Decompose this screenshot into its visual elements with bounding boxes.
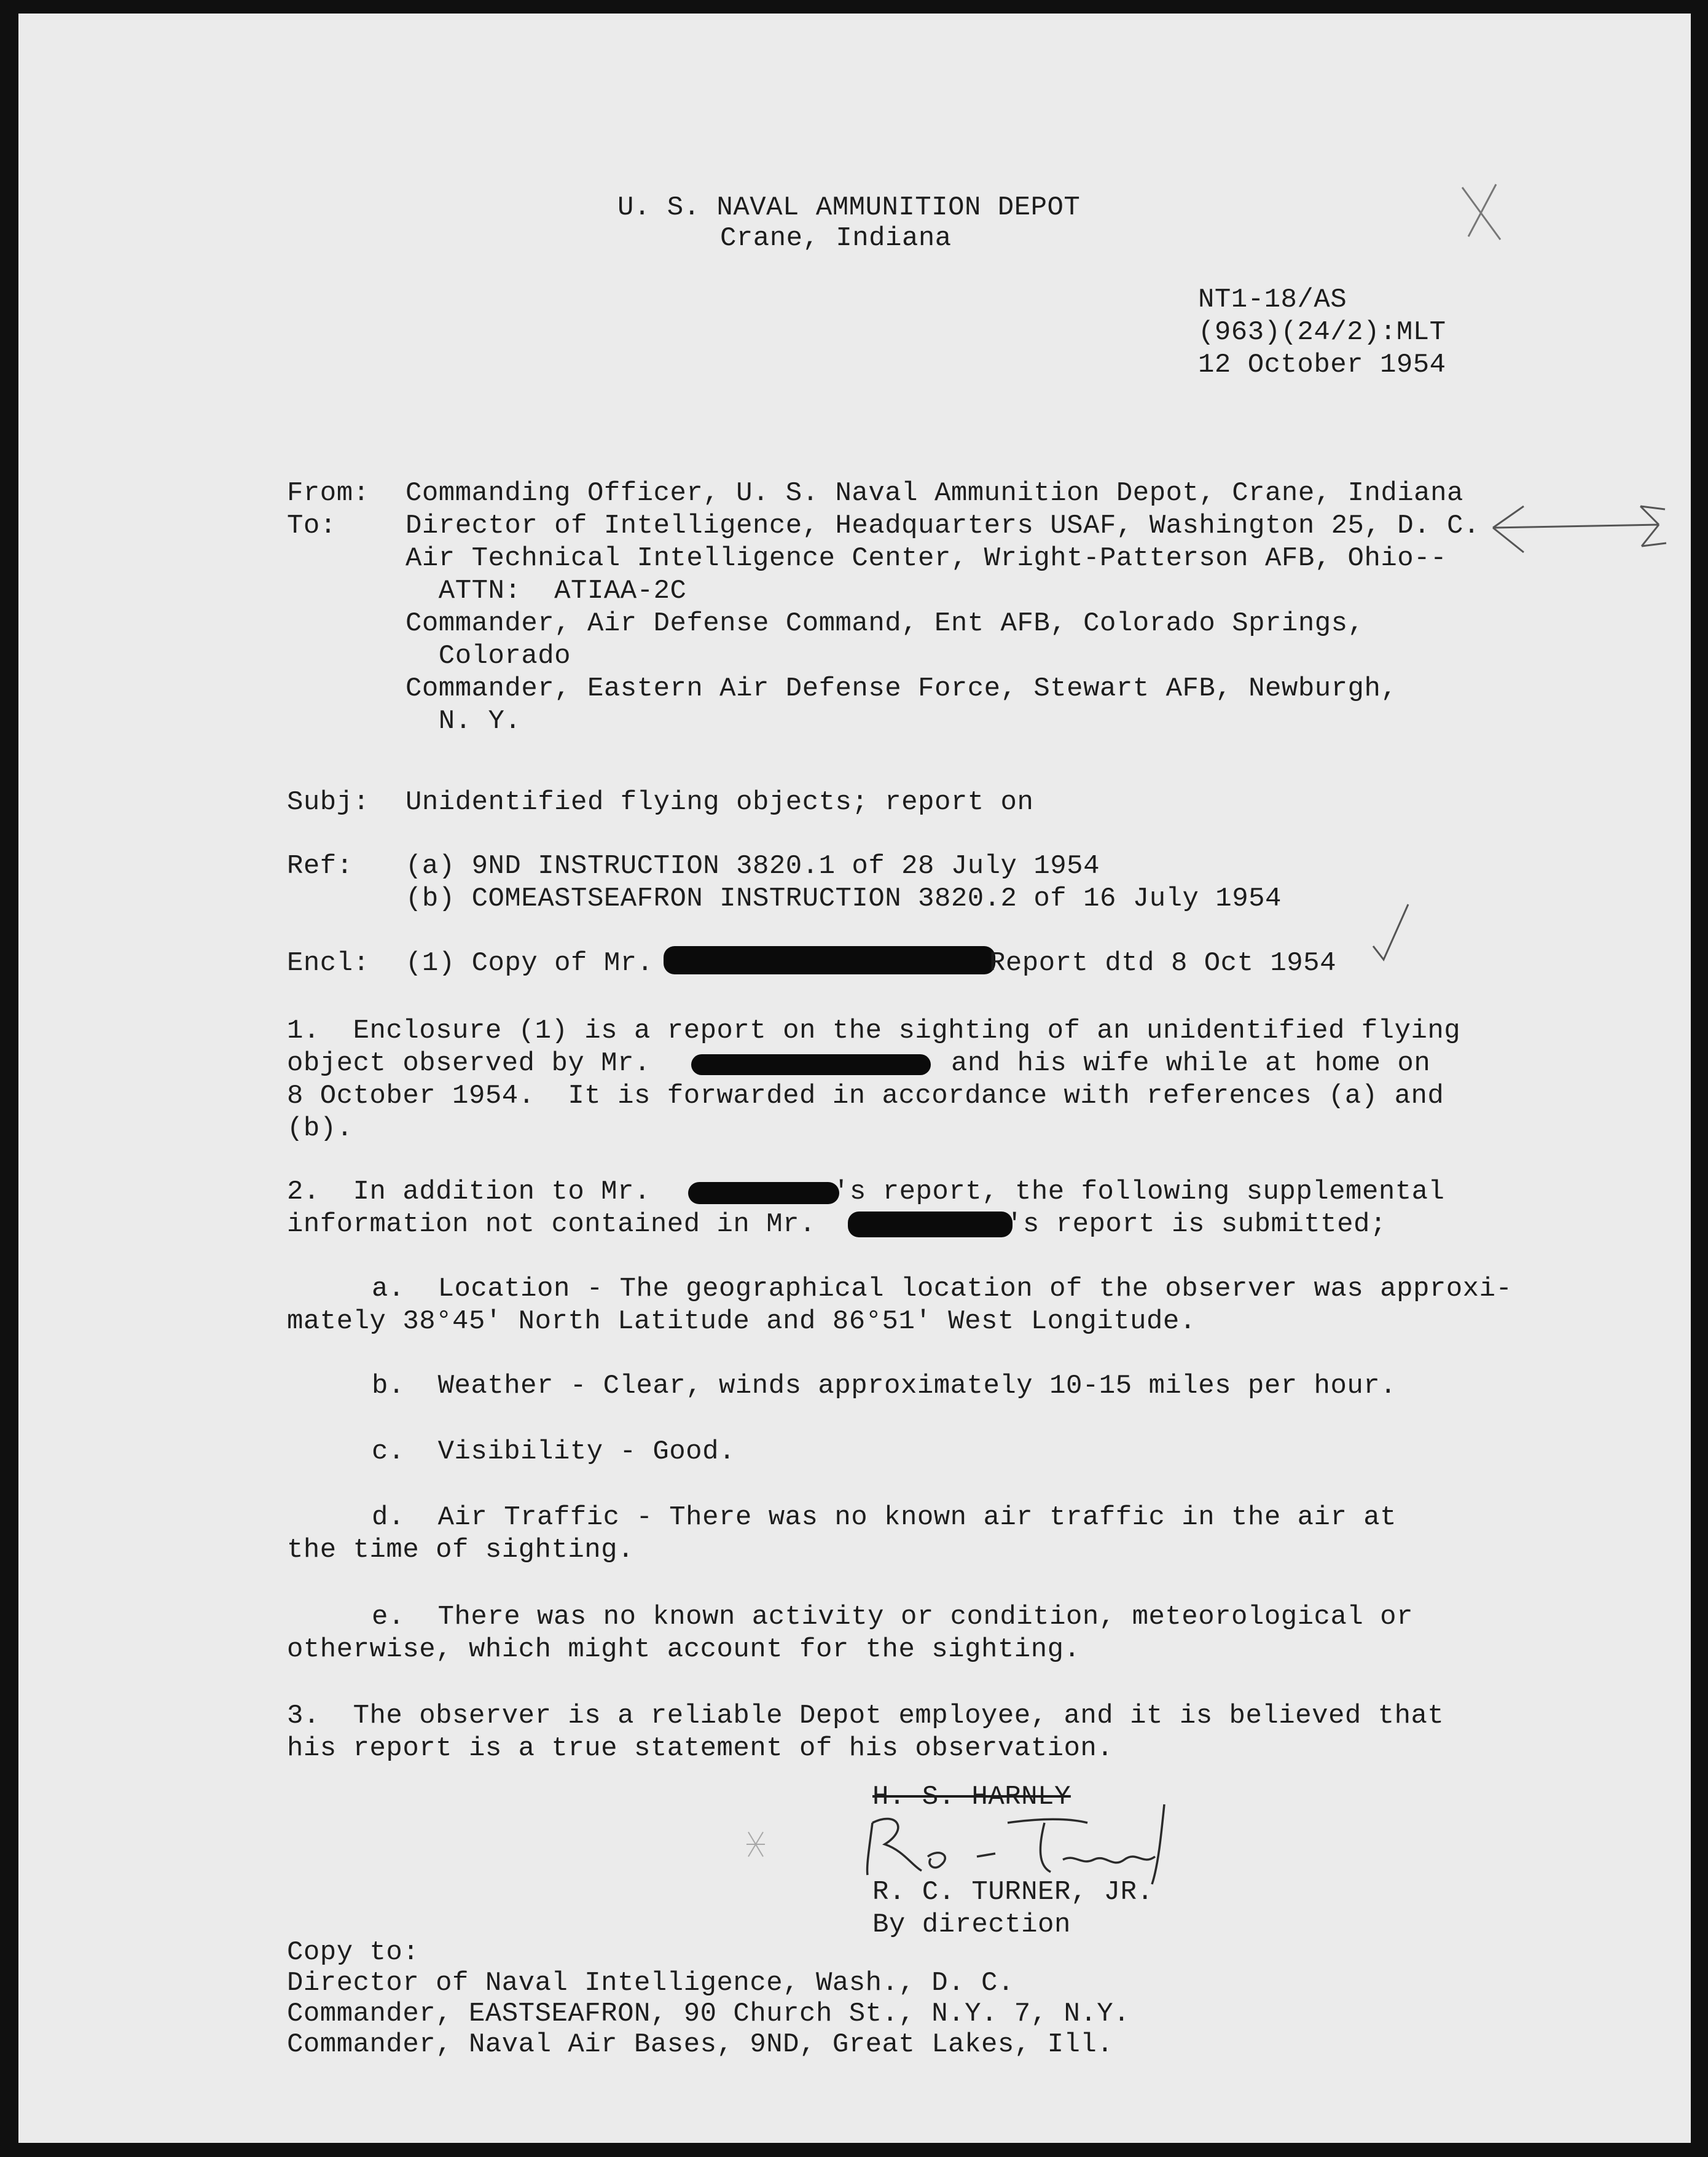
subj-label: Subj: — [287, 787, 370, 818]
arrow-left-icon — [1481, 494, 1677, 568]
copy-to-line: Director of Naval Intelligence, Wash., D. C. — [287, 1968, 1014, 1998]
ref-label: Ref: — [287, 851, 353, 882]
item-a: mately 38°45' North Latitude and 86°51' West Longitude. — [287, 1306, 1196, 1337]
para1-line: 8 October 1954. It is forwarded in accordance with references (a) and — [287, 1081, 1444, 1111]
x-mark-icon — [1456, 178, 1511, 246]
signer-name: R. C. TURNER, JR. — [872, 1877, 1154, 1908]
letterhead-title: U. S. NAVAL AMMUNITION DEPOT — [617, 192, 1081, 223]
para2-line: 2. In addition to Mr. — [287, 1176, 651, 1207]
para3-line: 3. The observer is a reliable Depot employee, and it is believed that — [287, 1701, 1444, 1731]
letter-date: 12 October 1954 — [1198, 350, 1446, 380]
item-b: b. Weather - Clear, winds approximately 10-15 miles per hour. — [372, 1371, 1397, 1401]
copy-to-line: Commander, EASTSEAFRON, 90 Church St., N.Y. 7, N.Y. — [287, 1998, 1130, 2029]
redaction-bar — [664, 946, 995, 974]
signer-title: By direction — [872, 1909, 1071, 1940]
to-line: Commander, Eastern Air Defense Force, Stewart AFB, Newburgh, — [405, 673, 1398, 704]
para3-line: his report is a true statement of his observation. — [287, 1733, 1114, 1764]
para1-line: and his wife while at home on — [951, 1048, 1431, 1079]
item-c: c. Visibility - Good. — [372, 1436, 735, 1467]
encl-text: (1) Copy of Mr. — [405, 948, 654, 979]
subj-text: Unidentified flying objects; report on — [405, 787, 1034, 818]
encl-label: Encl: — [287, 948, 370, 979]
redaction-bar — [848, 1212, 1013, 1237]
copy-to-label: Copy to: — [287, 1937, 420, 1968]
ref-line: (b) COMEASTSEAFRON INSTRUCTION 3820.2 of 16 July 1954 — [405, 883, 1282, 914]
to-line: N. Y. — [405, 706, 522, 737]
para2-line: information not contained in Mr. — [287, 1209, 816, 1240]
struck-name: H. S. HARNLY — [872, 1782, 1071, 1812]
from-label: From: — [287, 478, 370, 509]
faint-stamp-icon — [743, 1829, 768, 1860]
item-e: otherwise, which might account for the sighting. — [287, 1634, 1081, 1665]
para1-line: 1. Enclosure (1) is a report on the sighting of an unidentified flying — [287, 1016, 1461, 1046]
item-d: the time of sighting. — [287, 1535, 634, 1565]
to-line: Colorado — [405, 641, 571, 671]
to-line: ATTN: ATIAA-2C — [405, 576, 687, 606]
to-line: Commander, Air Defense Command, Ent AFB, Colorado Springs, — [405, 608, 1365, 639]
redaction-bar — [688, 1182, 839, 1204]
para2-line: 's report, the following supplemental — [833, 1176, 1445, 1207]
para1-line: object observed by Mr. — [287, 1048, 651, 1079]
to-label: To: — [287, 511, 337, 541]
ref-line: (a) 9ND INSTRUCTION 3820.1 of 28 July 1954 — [405, 851, 1100, 882]
copy-to-line: Commander, Naval Air Bases, 9ND, Great Lakes, Ill. — [287, 2029, 1114, 2060]
to-line: Air Technical Intelligence Center, Wright-Patterson AFB, Ohio-- — [405, 543, 1447, 574]
item-d: d. Air Traffic - There was no known air traffic in the air at — [372, 1502, 1397, 1533]
document-page — [18, 14, 1691, 2143]
item-e: e. There was no known activity or condition, meteorological or — [372, 1602, 1413, 1632]
para2-line: 's report is submitted; — [1006, 1209, 1387, 1240]
to-line: Director of Intelligence, Headquarters USAF, Washington 25, D. C. — [405, 511, 1480, 541]
redaction-bar — [691, 1054, 931, 1075]
file-code-1: NT1-18/AS — [1198, 284, 1347, 315]
para1-line: (b). — [287, 1113, 353, 1144]
file-code-2: (963)(24/2):MLT — [1198, 317, 1446, 348]
encl-text-end: Report dtd 8 Oct 1954 — [989, 948, 1336, 979]
from-text: Commanding Officer, U. S. Naval Ammunition Depot, Crane, Indiana — [405, 478, 1463, 509]
checkmark-icon — [1364, 898, 1419, 966]
item-a: a. Location - The geographical location of the observer was approxi- — [372, 1274, 1513, 1304]
letterhead-location: Crane, Indiana — [720, 223, 952, 254]
